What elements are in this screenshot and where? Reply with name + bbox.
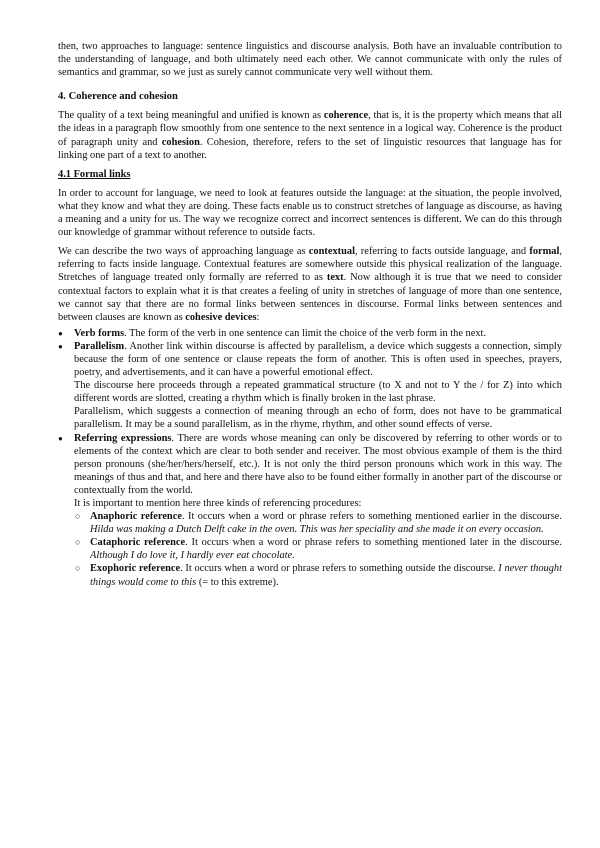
text-span: (= to this extreme).	[196, 576, 279, 588]
referring-paragraph-2: It is important to mention here three kinds of referencing procedures:	[74, 498, 362, 509]
list-item-cataphoric	[74, 536, 562, 562]
list-item-parallelism	[58, 340, 562, 432]
formal-links-paragraph-1: In order to account for language, we need to look at features outside the language: at the situation, the people involved, what they know and what they are doing. These facts enable us to construct stretches of language as discourse, as having a meaning and a unity for us. The way we recognize correct and incorrect sentences is different. We can do this through our knowledge of grammar without reference to outside facts.	[58, 187, 562, 239]
term-cataphoric: Cataphoric reference	[90, 537, 186, 549]
list-item-anaphoric	[74, 510, 562, 536]
parallelism-paragraph-2: The discourse here proceeds through a repeated grammatical structure (to X and not to Y the / for Z) into which different words are slotted, creating a rhythm which is finally broken in the last phrase.	[74, 380, 562, 405]
term-text: text	[326, 272, 344, 284]
text-span: . It occurs when a word or phrase refers to something mentioned later in the discourse.	[185, 537, 562, 549]
parallelism-paragraph-3: Parallelism, which suggests a connection of meaning through an echo of form, does not have to be grammatical parallelism. It may be a sound parallelism, as in the rhyme, rhythm, and other sound effects of verse.	[74, 406, 562, 431]
text-span: , that is, it is the property which means that all the ideas in a paragraph flow smoothly from one sentence to the next sentence in a logical way. Coherence is the product of paragraph unity and	[58, 110, 562, 148]
term-verb-forms: Verb forms	[74, 327, 125, 339]
term-exophoric: Exophoric reference	[90, 563, 181, 575]
term-cohesion: cohesion	[161, 136, 200, 148]
term-coherence: coherence	[323, 110, 369, 122]
example-exophoric: I never thought things would come to this	[90, 563, 563, 588]
document-body	[58, 40, 562, 589]
text-span: . The form of the verb in one sentence can limit the choice of the verb form in the next.	[124, 327, 487, 339]
text-span: . Cohesion, therefore, refers to the set of linguistic resources that language has for linking one part of a text to another.	[58, 136, 562, 161]
term-formal: formal	[529, 246, 560, 258]
section-heading-coherence: 4. Coherence and cohesion	[58, 91, 178, 103]
text-span: The quality of a text being meaningful and unified is known as	[58, 110, 324, 122]
example-anaphoric: Hilda was making a Dutch Delft cake in the oven. This was her speciality and she made it on every occasion.	[90, 524, 544, 536]
cohesive-devices-list	[58, 327, 562, 589]
term-parallelism: Parallelism	[74, 340, 125, 352]
subsection-heading-formal-links: 4.1 Formal links	[58, 168, 131, 180]
term-contextual: contextual	[308, 246, 355, 258]
intro-paragraph: then, two approaches to language: sentence linguistics and discourse analysis. Both have an invaluable contribution to the understanding of language, and both ultimately need each other. We cannot communicate with only the rules of semantics and grammar, so we just as surely cannot communicate very well without them.	[58, 41, 562, 79]
text-span: . It occurs when a word or phrase refers to something outside the discourse.	[180, 563, 499, 575]
coherence-paragraph	[58, 109, 562, 161]
text-span: , referring to facts outside language, and	[354, 246, 530, 258]
text-span: , referring to facts inside language. Contextual features are somewhere outside this physical realization of the language. Stretches of language treated only formally are referred to as	[58, 246, 562, 284]
text-span: :	[256, 311, 260, 323]
term-anaphoric: Anaphoric reference	[90, 511, 182, 523]
list-item-exophoric	[74, 562, 562, 588]
text-span: . It occurs when a word or phrase refers to something mentioned earlier in the discourse.	[181, 511, 562, 523]
text-span: . There are words whose meaning can only be discovered by referring to other words or to elements of the context which are clear to both sender and receiver. The most obvious example of them is the third person pronouns (she/her/hers/herself, etc.). It is not only the third person pronouns which work in this way. The meanings of thus and that, and here and there have also to be found either formally in another part of the discourse or contextually from the world.	[74, 432, 562, 496]
term-cohesive-devices: cohesive devices	[185, 311, 257, 323]
formal-links-paragraph-2	[58, 245, 562, 324]
text-span: . Another link within discourse is affected by parallelism, a device which suggests a connection, simply because the form of one sentence or clause repeats the form of another. This is often used in speeches, prayers, poetry, and advertisements, and it can have a powerful emotional effect.	[74, 340, 562, 379]
list-item-verb-forms	[58, 327, 562, 340]
text-span: . Now although it is true that we need to consider contextual factors to explain what it is that creates a feeling of unity in stretches of language of more than one sentence, we cannot say that there are no formal links between sentences in discourse. Formal links between sentences and between clauses are known as	[58, 272, 562, 323]
reference-types-list	[74, 510, 562, 589]
example-cataphoric: Although I do love it, I hardly ever eat chocolate.	[90, 550, 295, 562]
term-referring-expressions: Referring expressions	[74, 432, 172, 444]
text-span: We can describe the two ways of approaching language as	[58, 246, 309, 258]
list-item-referring-expressions	[58, 432, 562, 589]
